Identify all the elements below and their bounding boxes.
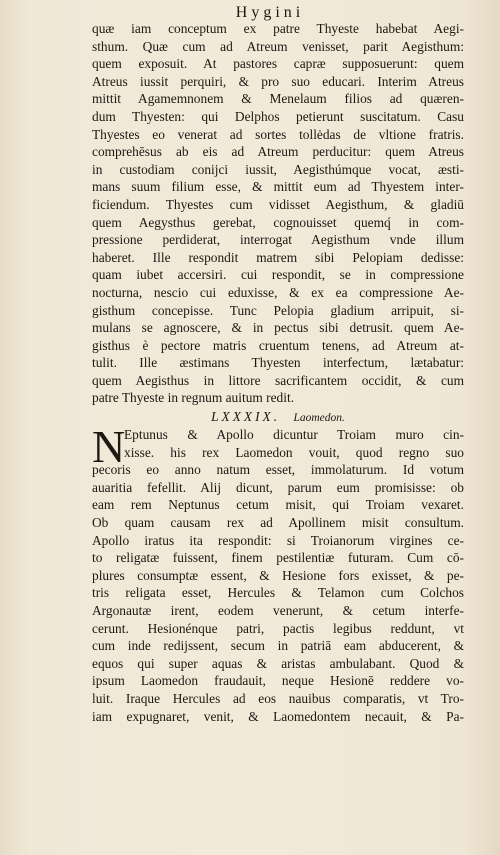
text-line: patre Thyeste in regnum auitum redit.: [92, 390, 295, 406]
chapter-title: Laomedon.: [293, 412, 345, 425]
text-line: cerunt. Hesionénque patri, pactis legibus reddunt, vt: [92, 620, 464, 636]
text-line: in custodiam conijci iussit, Aegisthúmque vocat, æsti-: [92, 161, 464, 177]
text-line: equos qui super aquas & aristas ambulabant. Quod &: [92, 655, 464, 671]
text-line: comprehēsus ab eis ad Atreum perducitur: quem Atreus: [92, 144, 464, 160]
text-line: Ob quam causam rex ad Apollinem misit consultum.: [92, 515, 464, 531]
opening-paragraph: [92, 20, 464, 407]
chapter-number: LXXXIX.: [211, 409, 281, 425]
chapter-heading: [92, 407, 464, 426]
text-line: mittit Agamemnonem & Menelaum filios ad quæren-: [92, 91, 464, 107]
text-line: quem exposuit. At pastores capræ supposuerunt: quem: [92, 56, 464, 72]
text-line: haberet. Ille respondit matrem sibi Pelopiam dedisse:: [92, 249, 464, 265]
text-line: to religatæ fuissent, finem pestilentiæ futuram. Cum cō-: [92, 550, 464, 566]
text-line: Apollo iratus ita respondit: si Troianorum virgines ce-: [92, 532, 464, 548]
text-line: tulit. Ille æstimans Thyesten interfectum, lætabatur:: [92, 355, 464, 371]
text-line: quam iubet accersiri. cui respondit, se in compressione: [92, 267, 464, 283]
text-line: auaritia fefellit. Alij dicunt, parum eum promisisse: ob: [92, 479, 464, 495]
text-line: quem Aegysthus gerebat, cognouisset quemq́ in com-: [92, 214, 464, 230]
text-line: gisthus è pectore matris cruentum tenens, ad Atreum at-: [92, 337, 464, 353]
text-line: quæ iam conceptum ex patre Thyeste habebat Aegi-: [92, 21, 464, 36]
text-line: Argonautæ irent, eodem venerunt, & cetum interfe-: [92, 603, 464, 618]
drop-cap-initial: N: [92, 421, 126, 473]
text-line: sthum. Quæ cum ad Atreum venisset, parit Aegisthum:: [92, 38, 464, 54]
text-line: Atreus iussit perquiri, & pro suo educari. Interim Atreus: [92, 73, 464, 89]
text-line: Eptunus & Apollo dicuntur Troiam muro cin-: [124, 427, 464, 443]
running-head: Hygini: [235, 4, 305, 21]
text-line: ipsum Laomedon fraudauit, neque Hesionē reddere vo-: [92, 673, 464, 689]
text-line: ficiendum. Thyestes cum vidisset Aegisthum, & gladiū: [92, 196, 464, 212]
text-line: gisthum concepisse. Tunc Pelopia gladium arripuit, si-: [92, 302, 464, 318]
text-line: pressione perdiderat, interrogat Aegisthum vnde illum: [92, 232, 464, 248]
chapter-paragraph: [92, 421, 464, 725]
text-line: iam expugnaret, venit, & Laomedontem necauit, & Pa-: [92, 708, 464, 724]
text-block: [92, 20, 464, 725]
text-line: pecoris eo anno natum esset, immolaturum. Id votum: [92, 462, 464, 478]
text-line: eam rem Neptunus cetum misit, qui Troiam vexaret.: [92, 497, 464, 513]
text-line: quem Aegisthus in littore sacrificantem occidit, & cum: [92, 372, 464, 388]
text-line: tris religata esset, Hercules & Telamon cum Colchos: [92, 585, 464, 601]
text-line: luit. Iraque Hercules ad eos nauibus comparatis, vt Tro-: [92, 690, 464, 706]
text-line: plures consumptæ essent, & Hesione fors exisset, & pe-: [92, 567, 464, 583]
text-line: mulans se agnoscere, & in pectus sibi detrusit. quem Ae-: [92, 320, 464, 336]
text-line: Thyestes eo venerat ad sortes tollėdas de vltione fratris.: [92, 126, 464, 142]
text-line: nocturna, nescio cui eduxisse, & ex ea compressione Ae-: [92, 284, 464, 300]
text-line: xisse. his rex Laomedon vouit, quod regno suo: [124, 444, 464, 460]
text-line: mans suum filium esse, & mittit eum ad Thyestem inter-: [92, 179, 464, 195]
text-line: dum Thyesten: qui Delphos petierunt suscitatum. Casu: [92, 108, 464, 124]
text-line: cum inde redijssent, secum in patriā eam abducerent, &: [92, 638, 464, 654]
